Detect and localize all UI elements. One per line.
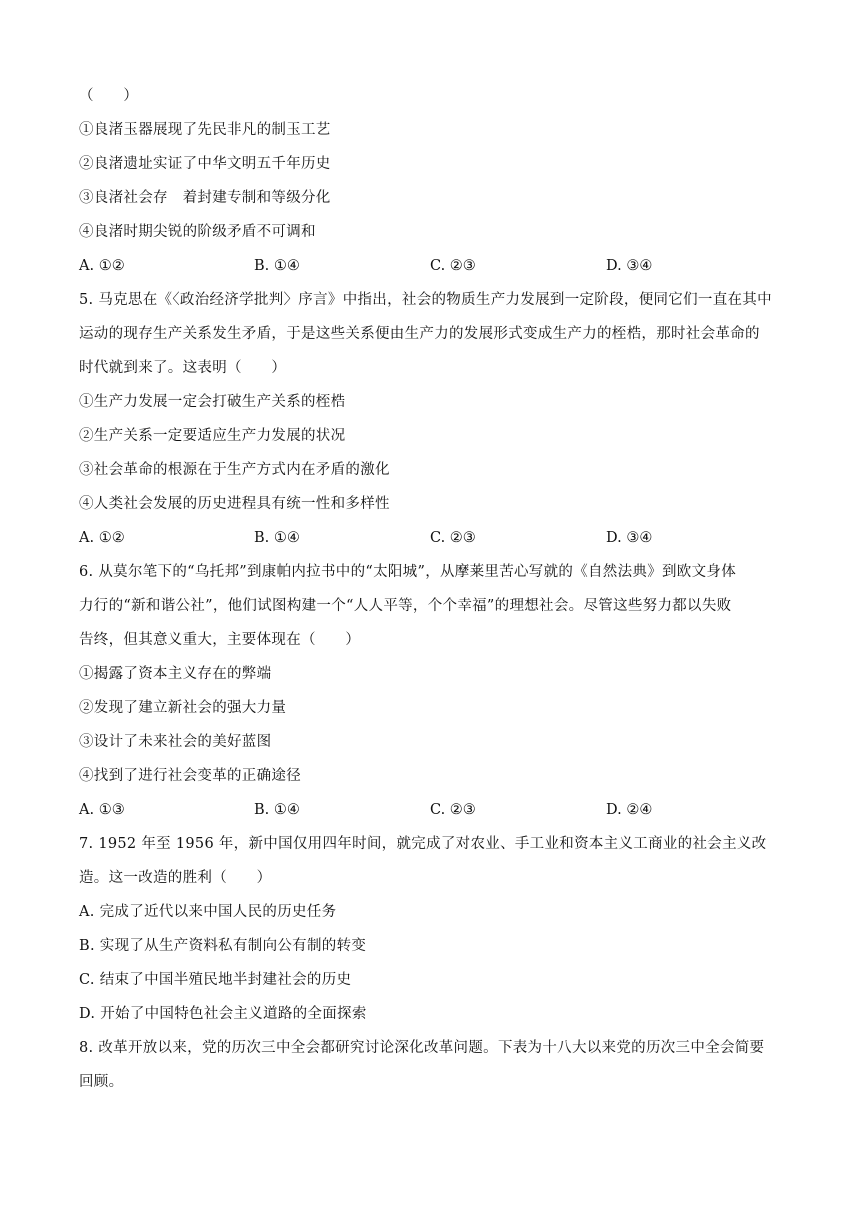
question-8-stem-line-1: 8. 改革开放以来，党的历次三中全会都研究讨论深化改革问题。下表为十八大以来党的历次三中全会简要: [79, 1040, 765, 1056]
option-d: D. ③④: [606, 530, 653, 546]
question-7-option-c: C. 结束了中国半殖民地半封建社会的历史: [79, 972, 352, 988]
option-a: A. ①②: [79, 530, 125, 546]
question-6-stem-line-1: 6. 从莫尔笔下的“乌托邦”到康帕内拉书中的“太阳城”，从摩莱里苦心写就的《自然法典》到欧文身体: [79, 564, 736, 580]
question-6-statement-4: ④找到了进行社会变革的正确途径: [79, 768, 301, 784]
option-a: A. ①③: [79, 802, 125, 818]
question-6-statement-3: ③设计了未来社会的美好蓝图: [79, 734, 272, 750]
answer-bracket: （ ）: [79, 88, 139, 104]
question-7-option-b: B. 实现了从生产资料私有制向公有制的转变: [79, 938, 367, 954]
question-5-stem-line-3: 时代就到来了。这表明（ ）: [79, 360, 287, 376]
statement-1: ①良渚玉器展现了先民非凡的制玉工艺: [79, 122, 331, 138]
question-5-stem-line-1: 5. 马克思在《〈政治经济学批判〉序言》中指出，社会的物质生产力发展到一定阶段，便同它们一直在其中: [79, 292, 772, 308]
option-b: B. ①④: [254, 802, 300, 818]
option-b: B. ①④: [254, 530, 300, 546]
statement-2: ②良渚遗址实证了中华文明五千年历史: [79, 156, 331, 172]
question-8-stem-line-2: 回顾。: [79, 1074, 124, 1090]
option-c: C. ②③: [430, 802, 476, 818]
question-5-statement-2: ②生产关系一定要适应生产力发展的状况: [79, 428, 346, 444]
question-5-options: [79, 528, 779, 548]
option-c: C. ②③: [430, 530, 476, 546]
question-5-statement-3: ③社会革命的根源在于生产方式内在矛盾的激化: [79, 462, 390, 478]
question-5-statement-1: ①生产力发展一定会打破生产关系的桎梏: [79, 394, 346, 410]
question-7-option-a: A. 完成了近代以来中国人民的历史任务: [79, 904, 337, 920]
option-c: C. ②③: [430, 258, 476, 274]
statement-3: ③良渚社会存 着封建专制和等级分化: [79, 190, 331, 206]
statement-4: ④良渚时期尖锐的阶级矛盾不可调和: [79, 224, 316, 240]
option-b: B. ①④: [254, 258, 300, 274]
question-6-stem-line-3: 告终，但其意义重大，主要体现在（ ）: [79, 632, 361, 648]
option-d: D. ③④: [606, 258, 653, 274]
question-7-option-d: D. 开始了中国特色社会主义道路的全面探索: [79, 1006, 367, 1022]
question-6-options: [79, 800, 779, 820]
question-7-stem-line-1: 7. 1952 年至 1956 年，新中国仅用四年时间，就完成了对农业、手工业和资本主义工商业的社会主义改: [79, 836, 767, 852]
option-d: D. ②④: [606, 802, 653, 818]
question-6-stem-line-2: 力行的“新和谐公社”，他们试图构建一个“人人平等，个个幸福”的理想社会。尽管这些努力都以失败: [79, 598, 732, 614]
question-7-stem-line-2: 造。这一改造的胜利（ ）: [79, 870, 272, 886]
question-5-stem-line-2: 运动的现存生产关系发生矛盾，于是这些关系便由生产力的发展形式变成生产力的桎梏，那时社会革命的: [79, 326, 760, 342]
question-6-statement-1: ①揭露了资本主义存在的弊端: [79, 666, 272, 682]
option-a: A. ①②: [79, 258, 125, 274]
question-4-options: [79, 256, 779, 276]
question-6-statement-2: ②发现了建立新社会的强大力量: [79, 700, 287, 716]
question-5-statement-4: ④人类社会发展的历史进程具有统一性和多样性: [79, 496, 390, 512]
